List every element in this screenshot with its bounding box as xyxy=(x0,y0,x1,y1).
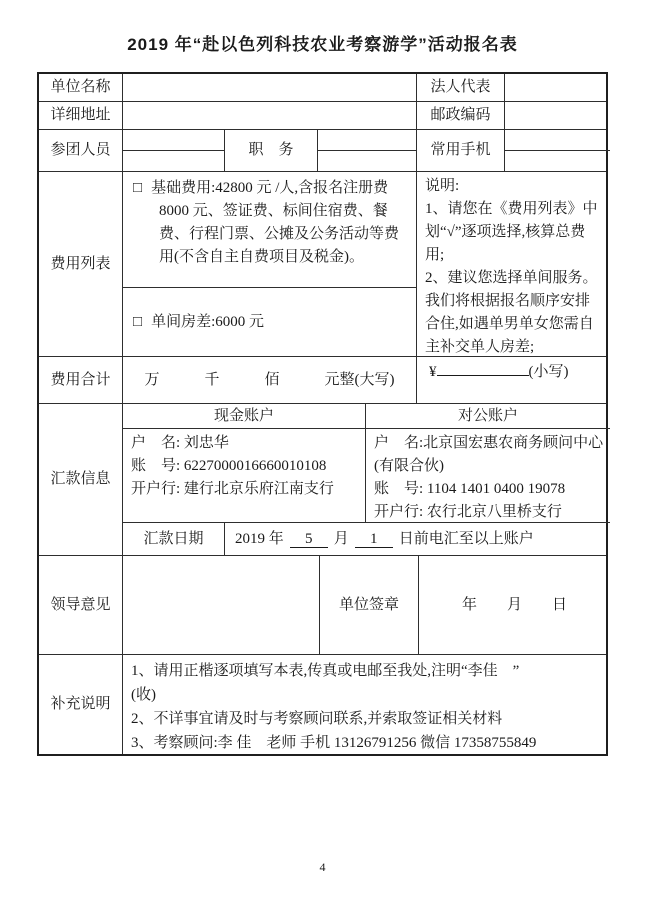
mobile-label: 常用手机 xyxy=(417,130,505,171)
fee-note-1: 1、请您在《费用列表》中划“√”逐项选择,核算总费用; xyxy=(425,201,598,263)
supplement-line-2: 2、不详事宜请及时与考察顾问联系,并索取签证相关材料 xyxy=(131,711,503,727)
supplement-line-1: 1、请用正楷逐项填写本表,传真或电邮至我处,注明“李佳 ” xyxy=(131,663,520,679)
cash-account-name: 户 名: 刘忠华 xyxy=(131,435,229,451)
corp-account-bank: 开户行: 农行北京八里桥支行 xyxy=(374,504,562,520)
cash-account-details xyxy=(123,429,366,522)
seal-date-placeholder: 年 月 日 xyxy=(461,596,567,613)
single-room-text: 单间房差:6000 元 xyxy=(151,313,264,330)
remit-date-row xyxy=(123,523,610,555)
member-name-input-1[interactable] xyxy=(123,130,224,151)
row-remittance xyxy=(39,404,606,556)
supplement-label: 补充说明 xyxy=(39,655,123,754)
row-members xyxy=(39,130,606,172)
postcode-input-cell[interactable] xyxy=(505,102,610,129)
remittance-detail-area xyxy=(123,404,610,555)
address-label: 详细地址 xyxy=(39,102,123,129)
base-fee-checkbox-icon[interactable]: □ xyxy=(133,180,143,196)
corp-account-header: 对公账户 xyxy=(457,407,518,424)
leader-opinion-label: 领导意见 xyxy=(39,556,123,654)
fee-list-label: 费用列表 xyxy=(39,172,123,356)
mobile-input-2[interactable] xyxy=(505,151,610,172)
position-input-cells xyxy=(318,130,417,171)
supplement-line-1b: (收) xyxy=(131,687,156,703)
row-leader-opinion xyxy=(39,556,606,655)
remittance-label: 汇款信息 xyxy=(39,404,123,555)
unit-name-input-cell[interactable] xyxy=(123,74,417,101)
position-input-1[interactable] xyxy=(318,130,416,151)
row-supplement xyxy=(39,655,606,754)
fee-total-capital-cell xyxy=(123,357,417,403)
unit-name-label: 单位名称 xyxy=(39,74,123,101)
fee-total-small-suffix: (小写) xyxy=(528,364,569,380)
position-input-2[interactable] xyxy=(318,151,416,172)
fee-options-cell xyxy=(123,172,417,356)
remit-date-label: 汇款日期 xyxy=(123,523,225,555)
fee-total-label: 费用合计 xyxy=(39,357,123,403)
leader-opinion-input-cell[interactable] xyxy=(123,556,320,654)
page-number: 4 xyxy=(319,860,326,874)
cash-account-header: 现金账户 xyxy=(123,404,366,428)
fee-notes-cell xyxy=(417,172,610,356)
cash-account-bank: 开户行: 建行北京乐府江南支行 xyxy=(131,481,334,497)
single-room-option xyxy=(123,288,416,356)
single-room-checkbox-icon[interactable]: □ xyxy=(133,313,143,330)
row-fee-total xyxy=(39,357,606,404)
postcode-label: 邮政编码 xyxy=(417,102,505,129)
mobile-input-1[interactable] xyxy=(505,130,610,151)
page-title: 2019 年“赴以色列科技农业考察游学”活动报名表 xyxy=(127,35,518,54)
remit-date-tail: 日前电汇至以上账户 xyxy=(398,530,534,547)
fee-total-capital-words: 万 千 佰 元整(大写) xyxy=(144,371,395,388)
fee-total-numeric-cell xyxy=(417,357,610,403)
legal-rep-label: 法人代表 xyxy=(417,74,505,101)
row-fee-list xyxy=(39,172,606,357)
unit-seal-label: 单位签章 xyxy=(320,556,419,654)
members-label: 参团人员 xyxy=(39,130,123,171)
corp-account-number: 账 号: 1104 1401 0400 19078 xyxy=(374,481,566,497)
fee-total-blank-line[interactable] xyxy=(437,361,529,376)
cash-account-number: 账 号: 6227000016660010108 xyxy=(131,458,327,474)
position-label: 职 务 xyxy=(225,130,318,171)
member-name-input-2[interactable] xyxy=(123,151,224,172)
base-fee-option xyxy=(123,172,416,288)
corp-account-name: 户 名:北京国宏惠农商务顾问中心(有限合伙) xyxy=(374,435,604,474)
supplement-content xyxy=(123,655,610,754)
remit-date-day-value[interactable]: 1 xyxy=(355,531,393,548)
supplement-line-3: 3、考察顾问:李 佳 老师 手机 13126791256 微信 17358755849 xyxy=(131,735,537,751)
registration-form-table xyxy=(37,72,608,756)
member-name-input-cells xyxy=(123,130,225,171)
currency-symbol: ¥ xyxy=(429,364,437,380)
row-unit-name xyxy=(39,74,606,102)
fee-note-2: 2、建议您选择单间服务。我们将根据报名顺序安排合住,如遇单男单女您需自主补交单人房差; xyxy=(425,270,598,355)
base-fee-text: 基础费用:42800 元 /人,含报名注册费 8000 元、签证费、标间住宿费、餐费、行程门票、公摊及公务活动等费用(不含自主自费项目及税金)。 xyxy=(151,180,400,265)
mobile-input-cells xyxy=(505,130,610,171)
account-headers xyxy=(123,404,610,429)
corp-account-details xyxy=(366,429,610,522)
address-input-cell[interactable] xyxy=(123,102,417,129)
account-details xyxy=(123,429,610,523)
remit-date-content xyxy=(225,523,610,555)
row-address xyxy=(39,102,606,130)
legal-rep-input-cell[interactable] xyxy=(505,74,610,101)
remit-date-year: 2019 年 xyxy=(235,530,284,547)
fee-notes-heading: 说明: xyxy=(425,178,460,194)
remit-date-month-unit: 月 xyxy=(333,530,349,547)
remit-date-month-value[interactable]: 5 xyxy=(290,531,328,548)
